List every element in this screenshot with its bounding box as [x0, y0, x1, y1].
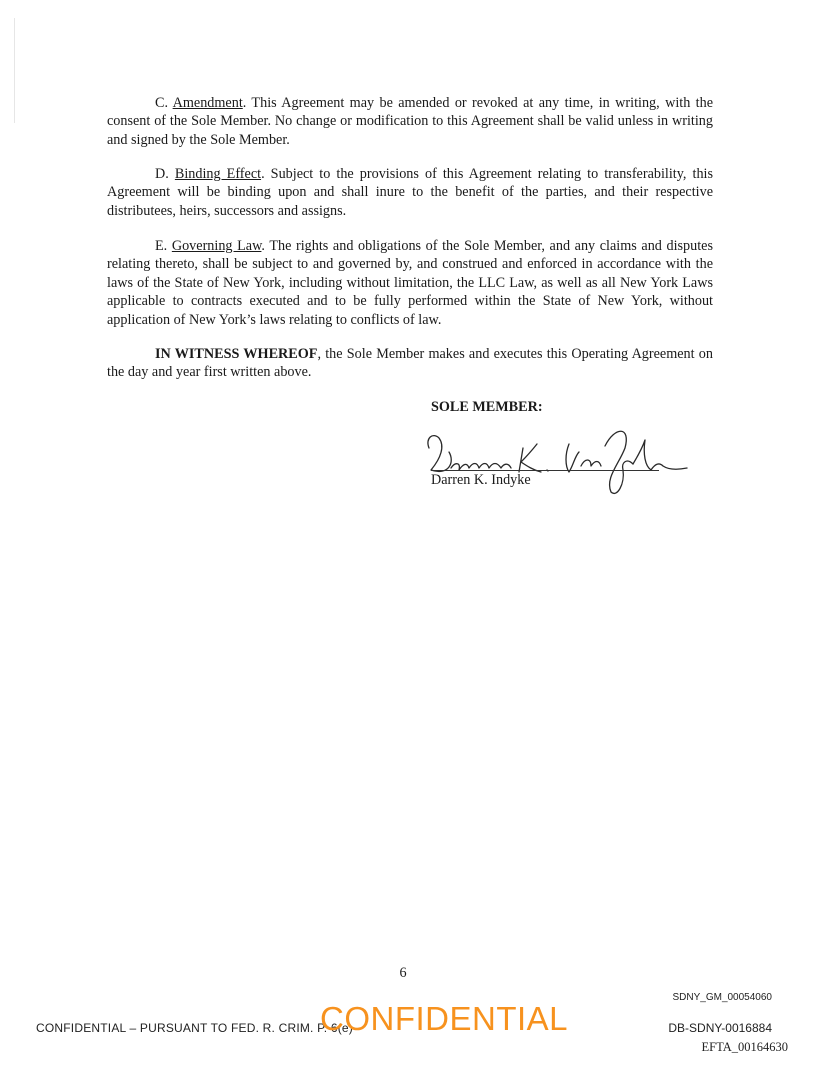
paragraph-witness	[107, 345, 713, 382]
confidential-stamp: CONFIDENTIAL	[320, 1000, 569, 1037]
paragraph-letter: C.	[155, 95, 169, 111]
bates-number-db-sdny: DB-SDNY-0016884	[668, 1021, 772, 1035]
page-number: 6	[399, 965, 407, 981]
witness-heading: IN WITNESS WHEREOF	[155, 346, 318, 362]
paragraph-letter: D.	[155, 166, 169, 182]
paragraph-heading: Binding Effect	[174, 166, 262, 182]
witness-text: , the Sole Member makes and executes this Operating Agreement on the day and year first written above.	[107, 346, 713, 381]
signer-name: Darren K. Indyke	[431, 472, 531, 488]
signature-block	[431, 398, 731, 486]
paragraph-heading: Governing Law	[171, 238, 262, 254]
paragraph-text: . The rights and obligations of the Sole Member, and any claims and disputes relating thereto, shall be subject to and governed by, and construed and enforced in accordance with the laws of the State of New York, including without limitation, the LLC Law, as well as all New York Laws applicable to contracts executed and to be fully performed within the State of New York, without application of New York’s laws relating to conflicts of law.	[107, 238, 713, 328]
paragraph-amendment	[107, 94, 713, 149]
bates-number-sdny-gm: SDNY_GM_00054060	[672, 992, 772, 1003]
paragraph-heading: Amendment	[172, 95, 243, 111]
paragraph-binding-effect	[107, 165, 713, 220]
paragraph-text: . This Agreement may be amended or revoked at any time, in writing, with the consent of the Sole Member. No change or modification to this Agreement shall be valid unless in writing and signed by the Sole Member.	[107, 95, 714, 148]
confidentiality-legend: CONFIDENTIAL – PURSUANT TO FED. R. CRIM. P. 6(e)	[36, 1021, 353, 1035]
signature-heading: SOLE MEMBER:	[431, 399, 543, 415]
paragraph-text: . Subject to the provisions of this Agreement relating to transferability, this Agreement will be binding upon and shall inure to the benefit of the parties, and their respective distributees, heirs, successors and assigns.	[107, 166, 714, 219]
paragraph-governing-law	[107, 237, 713, 329]
signature-area	[431, 416, 711, 486]
efta-number: EFTA_00164630	[701, 1040, 788, 1054]
paragraph-letter: E.	[155, 238, 168, 254]
page-edge-mark	[14, 18, 15, 123]
